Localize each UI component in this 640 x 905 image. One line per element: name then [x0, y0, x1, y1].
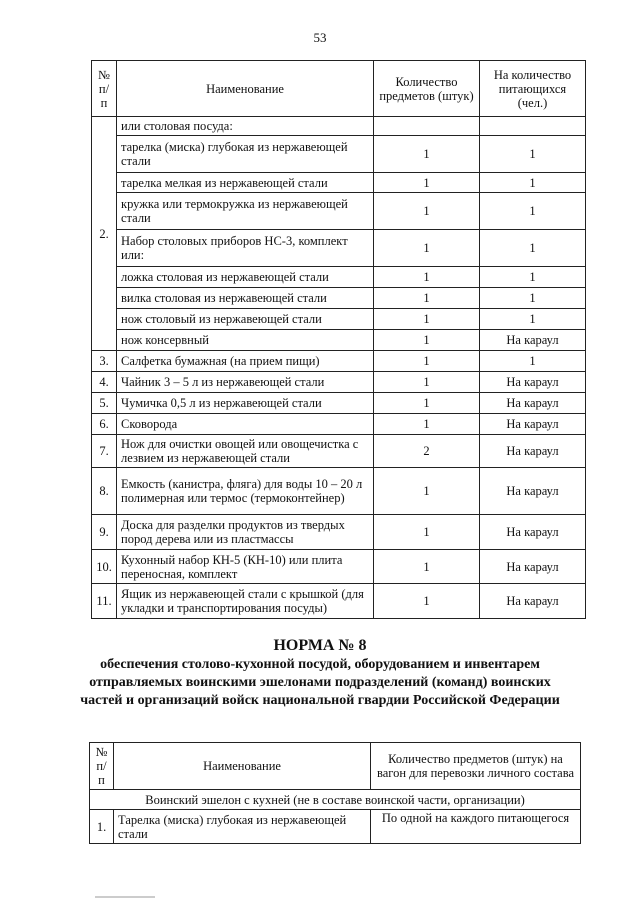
item-name: Доска для разделки продуктов из твердых пород дерева или из пластмассы	[117, 515, 374, 550]
item-per: 1	[480, 230, 586, 267]
item-qty: 1	[374, 393, 480, 414]
item-name: Салфетка бумажная (на прием пищи)	[117, 351, 374, 372]
item-per: На караул	[480, 584, 586, 619]
item-per: На караул	[480, 414, 586, 435]
table-row	[92, 515, 586, 550]
norma-subtitle: обеспечения столово-кухонной посудой, оборудованием и инвентарем отправляемых воинскими эшелонами подразделений (команд) воинских частей и организаций войск национальной гвардии Российской Федерации	[80, 657, 560, 708]
item-per: 1	[480, 309, 586, 330]
footer-mark	[95, 896, 155, 898]
item-per: 1	[480, 267, 586, 288]
item-name: или столовая посуда:	[117, 117, 374, 136]
table-row	[92, 372, 586, 393]
item-qty: 1	[374, 173, 480, 193]
item-name: Ящик из нержавеющей стали с крышкой (для укладки и транспортирования посуды)	[117, 584, 374, 619]
table-row	[92, 414, 586, 435]
header-qty: Количество предметов (штук)	[374, 61, 480, 117]
table-row	[92, 288, 586, 309]
table-row	[92, 584, 586, 619]
row-number: 10.	[92, 550, 117, 584]
item-name: Чайник 3 – 5 л из нержавеющей стали	[117, 372, 374, 393]
table-row	[92, 117, 586, 136]
table-row	[92, 393, 586, 414]
item-per: На караул	[480, 435, 586, 468]
row-number: 4.	[92, 372, 117, 393]
norma-heading	[0, 636, 640, 710]
row-number: 1.	[90, 810, 114, 844]
item-qty: 1	[374, 414, 480, 435]
table-row	[92, 330, 586, 351]
item-qty: 1	[374, 288, 480, 309]
item-per: 1	[480, 351, 586, 372]
header-name: Наименование	[114, 743, 371, 790]
norm-8-table	[89, 742, 581, 844]
row-number: 5.	[92, 393, 117, 414]
norma-title: НОРМА № 8	[273, 637, 367, 654]
section-title: Воинский эшелон с кухней (не в составе воинской части, организации)	[90, 790, 581, 810]
item-name: кружка или термокружка из нержавеющей стали	[117, 193, 374, 230]
header-qty: Количество предметов (штук) на вагон для перевозки личного состава	[371, 743, 581, 790]
item-per: 1	[480, 173, 586, 193]
item-qty: По одной на каждого питающегося	[371, 810, 581, 844]
header-per: На количество питающихся (чел.)	[480, 61, 586, 117]
item-per	[480, 117, 586, 136]
item-qty: 1	[374, 515, 480, 550]
item-name: нож столовый из нержавеющей стали	[117, 309, 374, 330]
header-num: № п/п	[90, 743, 114, 790]
header-name: Наименование	[117, 61, 374, 117]
table-row	[92, 136, 586, 173]
table-row	[92, 309, 586, 330]
item-qty: 1	[374, 351, 480, 372]
item-qty: 1	[374, 267, 480, 288]
page-number: 53	[313, 30, 327, 45]
row-number: 3.	[92, 351, 117, 372]
item-name: вилка столовая из нержавеющей стали	[117, 288, 374, 309]
table-row	[92, 173, 586, 193]
item-per: На караул	[480, 468, 586, 515]
section-row	[90, 790, 581, 810]
item-per: На караул	[480, 550, 586, 584]
row-number: 9.	[92, 515, 117, 550]
item-qty: 1	[374, 372, 480, 393]
item-per: 1	[480, 288, 586, 309]
item-qty: 1	[374, 309, 480, 330]
row-number: 8.	[92, 468, 117, 515]
table-row	[90, 810, 581, 844]
item-qty: 1	[374, 550, 480, 584]
item-qty: 1	[374, 136, 480, 173]
item-name: Емкость (канистра, фляга) для воды 10 – 20 л полимерная или термос (термоконтейнер)	[117, 468, 374, 515]
row-number: 11.	[92, 584, 117, 619]
item-qty	[374, 117, 480, 136]
item-name: Кухонный набор КН-5 (КН-10) или плита переносная, комплект	[117, 550, 374, 584]
item-qty: 1	[374, 468, 480, 515]
item-name: Тарелка (миска) глубокая из нержавеющей стали	[114, 810, 371, 844]
row-number: 7.	[92, 435, 117, 468]
table-header-row	[92, 61, 586, 117]
table-row	[92, 468, 586, 515]
item-per: На караул	[480, 393, 586, 414]
item-name: Чумичка 0,5 л из нержавеющей стали	[117, 393, 374, 414]
table-row	[92, 230, 586, 267]
header-num: № п/п	[92, 61, 117, 117]
row-number: 6.	[92, 414, 117, 435]
item-per: 1	[480, 193, 586, 230]
table-row	[92, 435, 586, 468]
item-name: тарелка мелкая из нержавеющей стали	[117, 173, 374, 193]
item-name: тарелка (миска) глубокая из нержавеющей стали	[117, 136, 374, 173]
item-name: нож консервный	[117, 330, 374, 351]
item-qty: 1	[374, 584, 480, 619]
item-per: 1	[480, 136, 586, 173]
item-per: На караул	[480, 330, 586, 351]
table-row	[92, 351, 586, 372]
item-name: Сковорода	[117, 414, 374, 435]
table-row	[92, 550, 586, 584]
item-qty: 2	[374, 435, 480, 468]
item-qty: 1	[374, 230, 480, 267]
item-name: ложка столовая из нержавеющей стали	[117, 267, 374, 288]
item-qty: 1	[374, 193, 480, 230]
item-name: Нож для очистки овощей или овощечистка с лезвием из нержавеющей стали	[117, 435, 374, 468]
table-row	[92, 267, 586, 288]
norm-table-continued	[91, 60, 586, 619]
row-number: 2.	[92, 117, 117, 351]
item-per: На караул	[480, 372, 586, 393]
table-row	[92, 193, 586, 230]
item-name: Набор столовых приборов НС-3, комплект или:	[117, 230, 374, 267]
item-per: На караул	[480, 515, 586, 550]
table-header-row	[90, 743, 581, 790]
item-qty: 1	[374, 330, 480, 351]
